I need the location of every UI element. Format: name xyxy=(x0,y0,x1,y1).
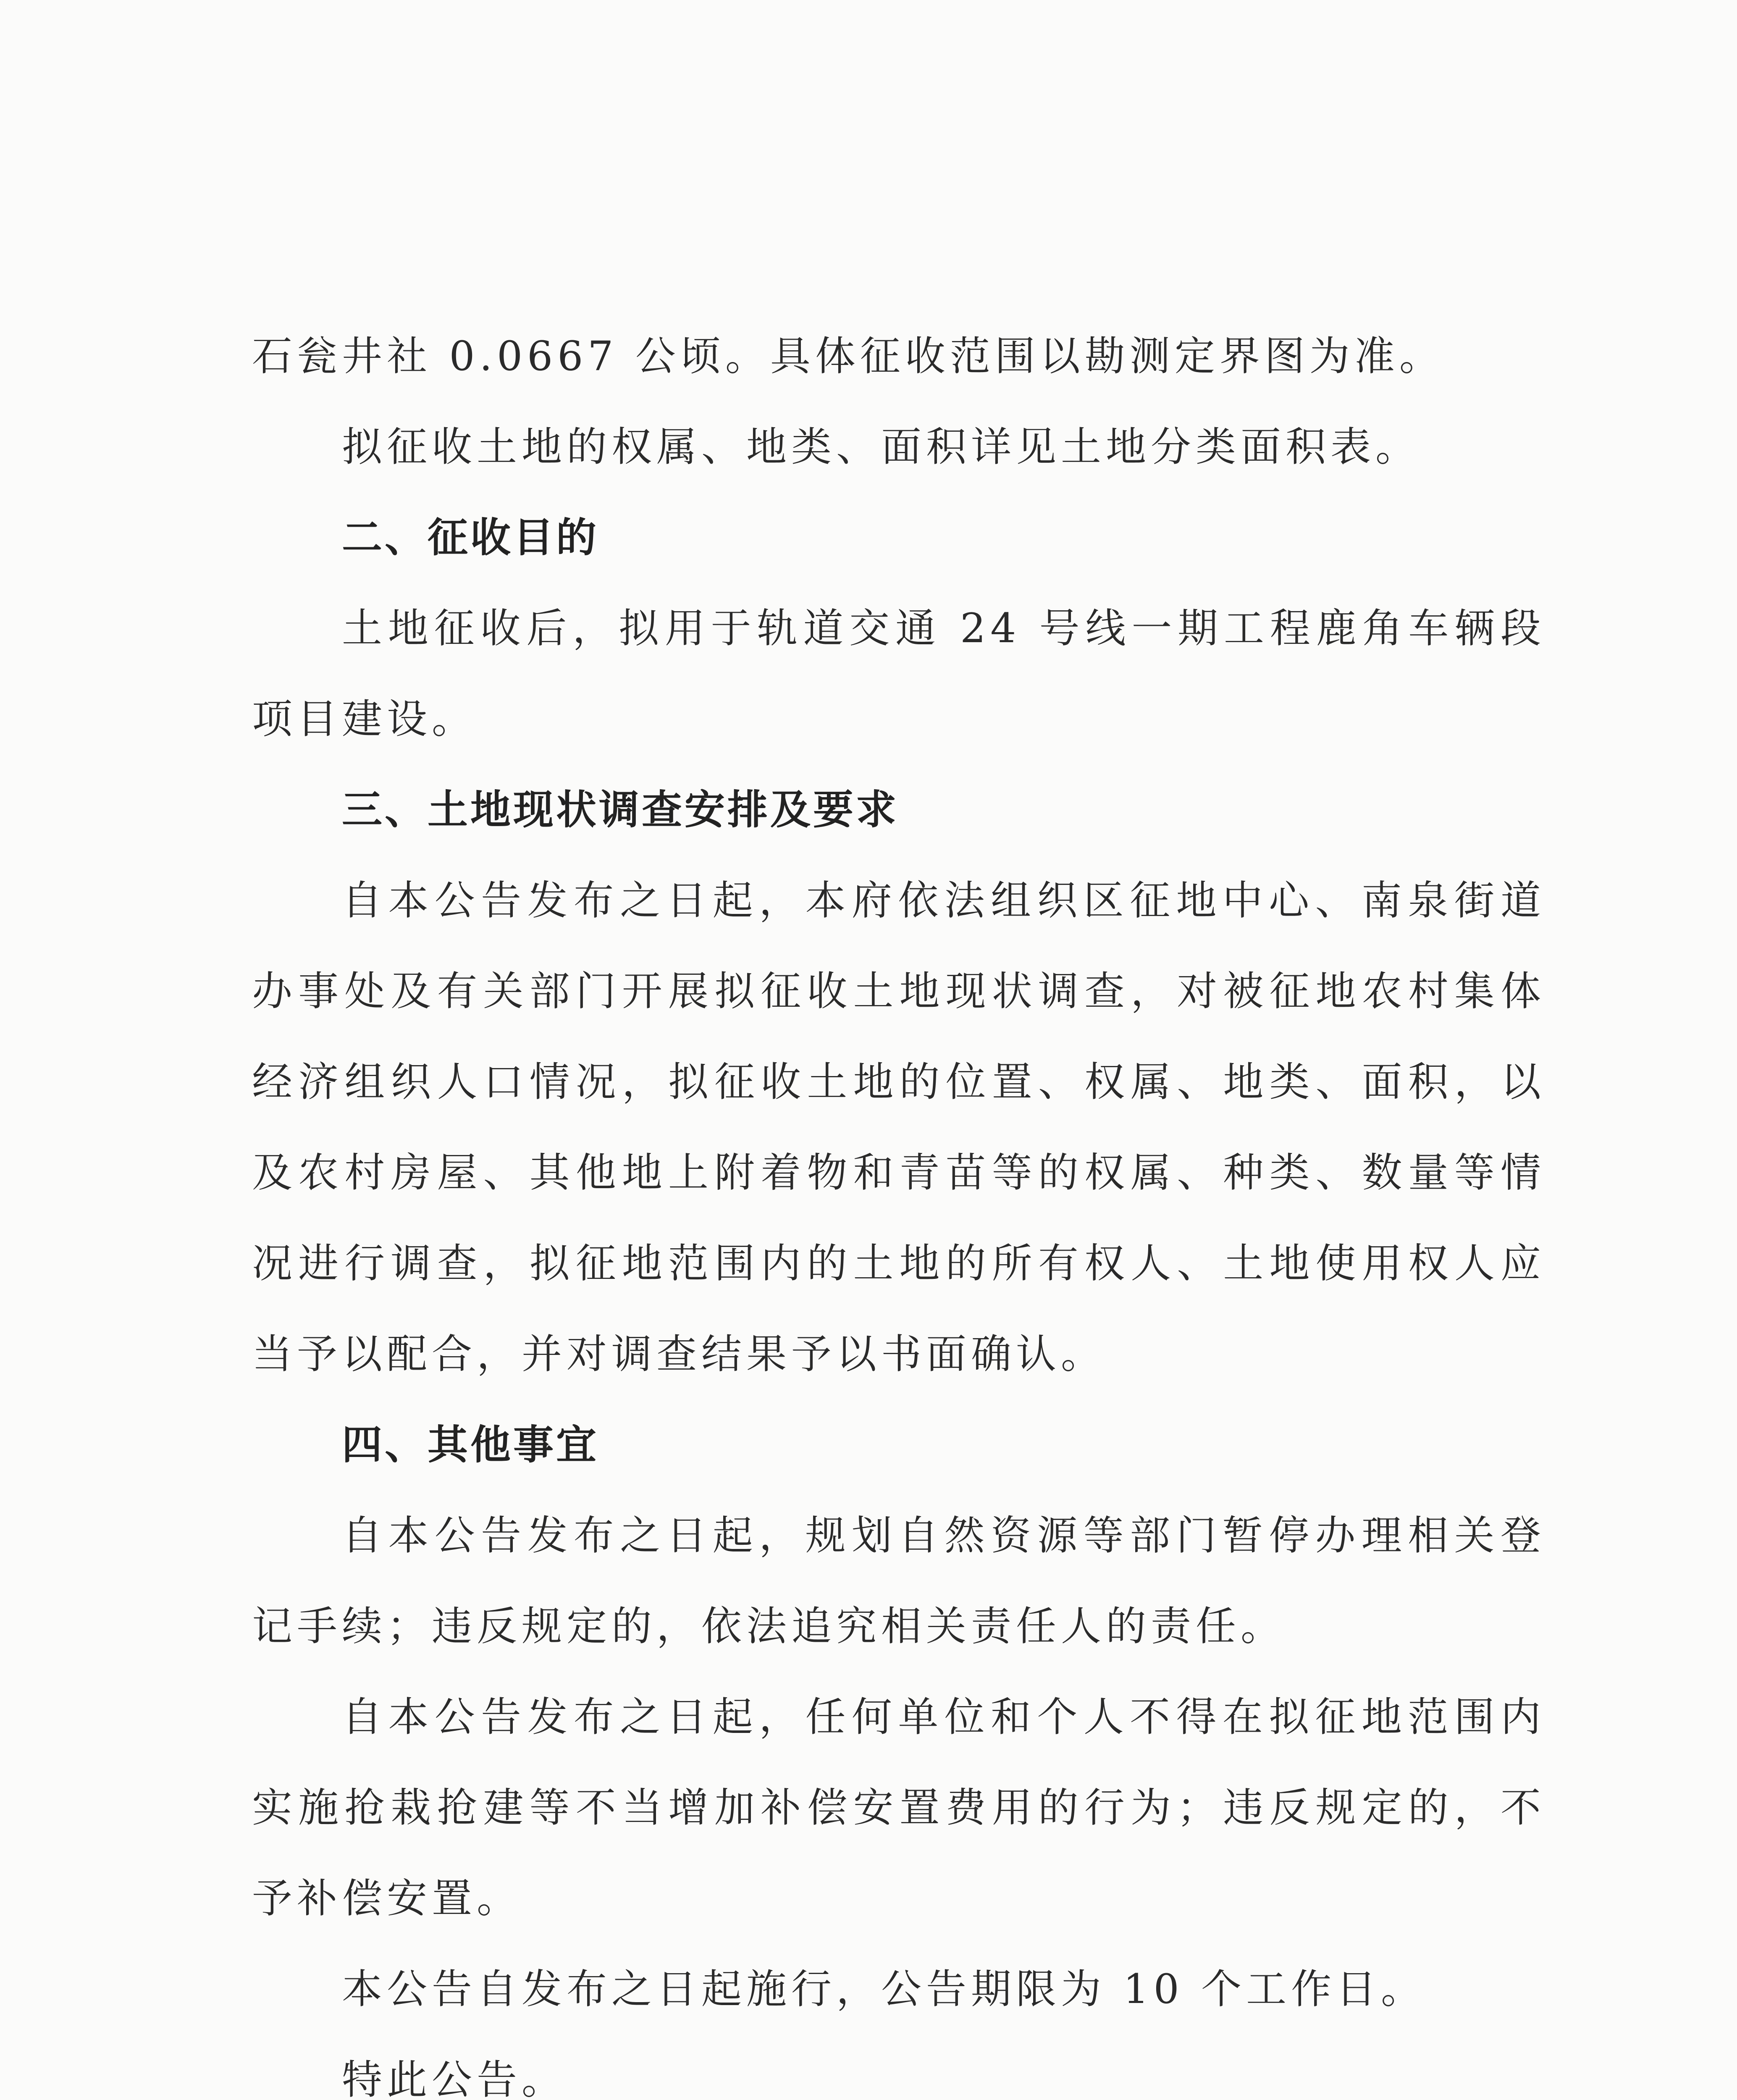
body-paragraph: 拟征收土地的权属、地类、面积详见土地分类面积表。 xyxy=(342,423,1420,470)
section-heading: 四、其他事宜 xyxy=(342,1421,599,1468)
closing-line: 特此公告。 xyxy=(342,2056,567,2100)
document-body xyxy=(252,311,1545,2100)
body-paragraph: 石瓮井社 0.0667 公顷。具体征收范围以勘测定界图为准。 xyxy=(252,333,1444,380)
section-heading: 三、土地现状调查安排及要求 xyxy=(342,786,899,833)
body-paragraph: 自本公告发布之日起，本府依法组织区征地中心、南泉街道办事处及有关部门开展拟征收土地现状调查，对被征地农村集体经济组织人口情况，拟征收土地的位置、权属、地类、面积，以及农村房屋、其他地上附着物和青苗等的权属、种类、数量等情况进行调查，拟征地范围内的土地的所有权人、土地使用权人应当予以配合，并对调查结果予以书面确认。 xyxy=(252,877,1545,1378)
section-heading: 二、征收目的 xyxy=(342,514,599,561)
body-paragraph: 自本公告发布之日起，规划自然资源等部门暂停办理相关登记手续；违反规定的，依法追究相关责任人的责任。 xyxy=(252,1512,1545,1650)
body-paragraph: 本公告自发布之日起施行，公告期限为 10 个工作日。 xyxy=(342,1966,1426,2013)
body-paragraph: 自本公告发布之日起，任何单位和个人不得在拟征地范围内实施抢栽抢建等不当增加补偿安置费用的行为；违反规定的，不予补偿安置。 xyxy=(252,1693,1545,1922)
body-paragraph: 土地征收后，拟用于轨道交通 24 号线一期工程鹿角车辆段项目建设。 xyxy=(252,605,1545,743)
